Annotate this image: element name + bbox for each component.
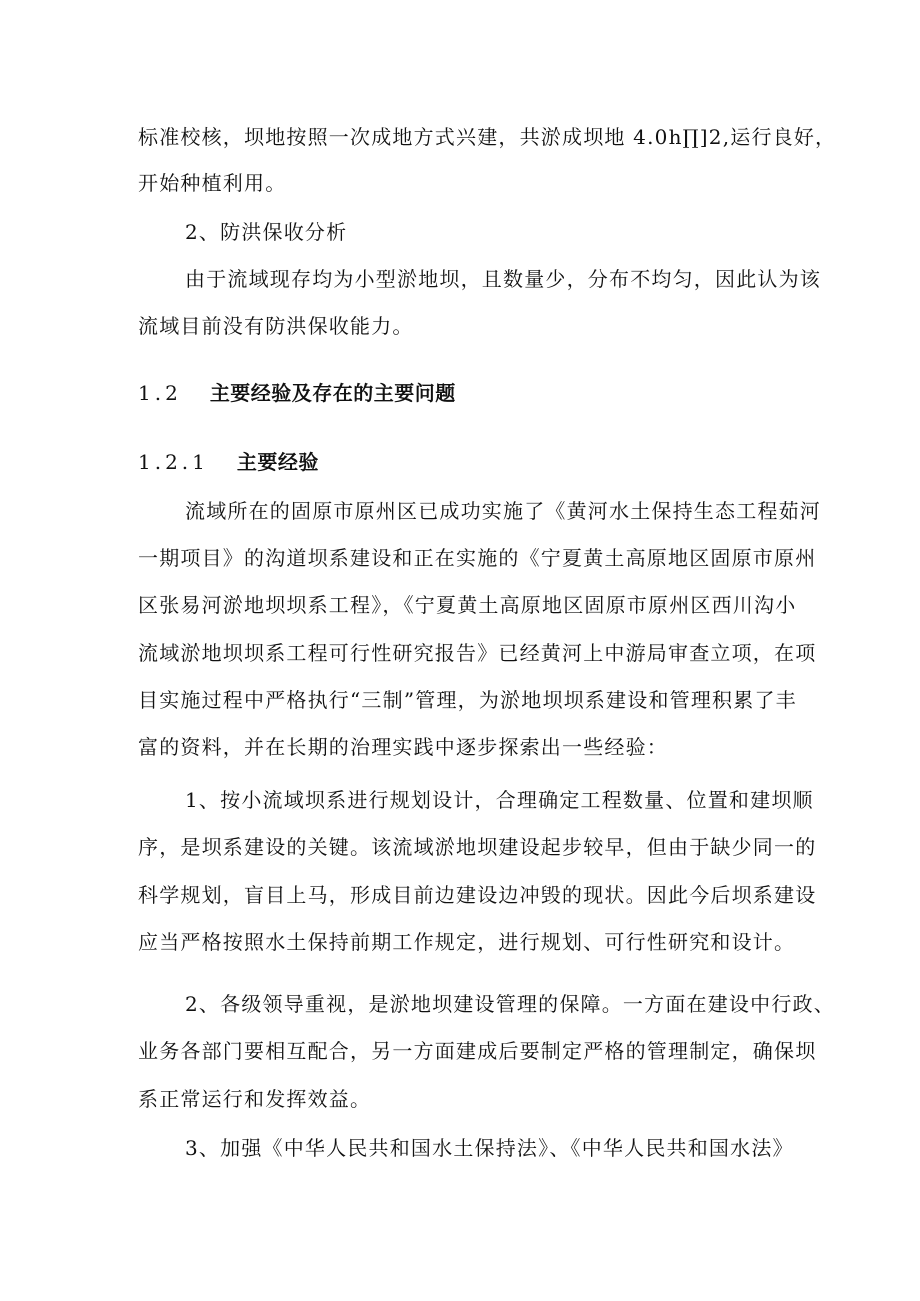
heading-title: 主要经验及存在的主要问题 [209,381,456,405]
heading-title: 主要经验 [236,450,319,474]
section-title: 2、防洪保收分析 [185,220,348,244]
list-item-line: 应当严格按照水土保持前期工作规定，进行规划、可行性研究和设计。 [138,930,796,954]
text-line: 区张易河淤地坝坝系工程》，《宁夏黄土高原地区固原市原州区西川沟小 [138,593,797,617]
text-line: 标准校核，坝地按照一次成地方式兴建，共淤成坝地 4.0h∏]2,运行良好， [138,125,837,149]
list-item-line: 2、各级领导重视，是淤地坝建设管理的保障。一方面在建设中行政、 [185,992,835,1016]
text-line: 流域淤地坝坝系工程可行性研究报告》已经黄河上中游局审查立项，在项 [138,641,817,665]
list-item-line: 科学规划，盲目上马，形成目前边建设边冲毁的现状。因此今后坝系建设 [138,883,817,907]
list-item-line: 1、按小流域坝系进行规划设计，合理确定工程数量、位置和建坝顺 [185,788,814,812]
heading-1-2 [138,380,850,406]
heading-number: 1.2 [138,381,182,405]
list-item-line: 3、加强《中华人民共和国水土保持法》、《中华人民共和国水法》 [185,1136,794,1160]
list-item-line: 业务各部门要相互配合，另一方面建成后要制定严格的管理制定，确保坝 [138,1039,817,1063]
text-line: 流域目前没有防洪保收能力。 [138,314,414,338]
heading-number: 1.2.1 [138,450,209,474]
text-line: 由于流域现存均为小型淤地坝，且数量少，分布不均匀，因此认为该 [185,267,821,291]
text-line: 一期项目》的沟道坝系建设和正在实施的《宁夏黄土高原地区固原市原州 [138,546,817,570]
text-line: 目实施过程中严格执行“三制”管理，为淤地坝坝系建设和管理积累了丰 [138,688,797,712]
text-line: 流域所在的固原市原州区已成功实施了《黄河水土保持生态工程茹河 [185,499,821,523]
text-line: 开始种植利用。 [138,171,287,195]
text-line: 富的资料，并在长期的治理实践中逐步探索出一些经验： [138,735,668,759]
list-item-line: 序，是坝系建设的关键。该流域淤地坝建设起步较早，但由于缺少同一的 [138,835,817,859]
heading-1-2-1 [138,449,850,475]
list-item-line: 系正常运行和发挥效益。 [138,1087,372,1111]
